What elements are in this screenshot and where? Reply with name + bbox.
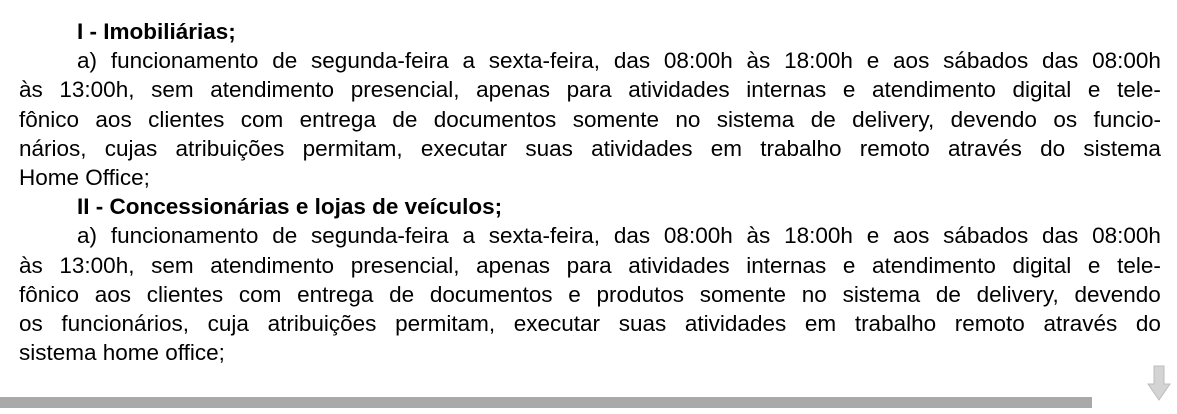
paragraph-line: nários, cujas atribuições permitam, executar suas atividades em trabalho remoto através do sistema bbox=[19, 135, 1161, 161]
paragraph-line: às 13:00h, sem atendimento presencial, apenas para atividades internas e atendimento digital e tele- bbox=[19, 77, 1161, 103]
down-arrow-icon[interactable] bbox=[1146, 364, 1172, 404]
paragraph-line: fônico aos clientes com entrega de documentos somente no sistema de delivery, devendo os funcio- bbox=[19, 106, 1161, 132]
section-heading: I - Imobiliárias; bbox=[77, 19, 236, 44]
document-body bbox=[19, 17, 1161, 367]
section-imobiliarias bbox=[19, 17, 1161, 192]
section-heading: II - Concessionárias e lojas de veículos; bbox=[77, 194, 503, 220]
paragraph-line: os funcionários, cuja atribuições permitam, executar suas atividades em trabalho remoto através do bbox=[19, 311, 1161, 337]
paragraph-line: Home Office; bbox=[19, 165, 150, 191]
paragraph-line: fônico aos clientes com entrega de documentos e produtos somente no sistema de delivery, devendo bbox=[19, 281, 1161, 307]
horizontal-scrollbar[interactable] bbox=[0, 397, 1092, 408]
paragraph-line: às 13:00h, sem atendimento presencial, apenas para atividades internas e atendimento digital e tele- bbox=[19, 252, 1161, 278]
paragraph-line: a) funcionamento de segunda-feira a sexta-feira, das 08:00h às 18:00h e aos sábados das 08:00h bbox=[77, 223, 1161, 249]
section-concessionarias bbox=[19, 192, 1161, 367]
paragraph-line: a) funcionamento de segunda-feira a sexta-feira, das 08:00h às 18:00h e aos sábados das 08:00h bbox=[77, 48, 1161, 74]
paragraph-line: sistema home office; bbox=[19, 340, 225, 366]
